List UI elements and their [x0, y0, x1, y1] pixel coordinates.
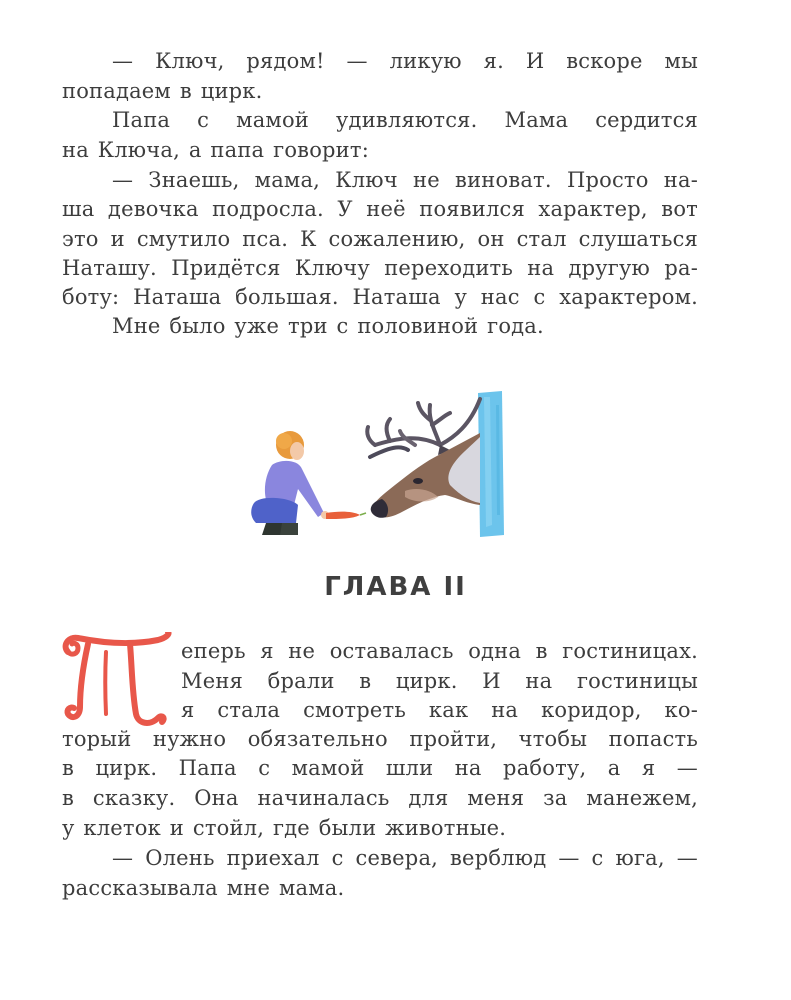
text-line: Наташу. Придётся Ключу переходить на другую ра-	[62, 256, 698, 280]
text-line: это и смутило пса. К сожалению, он стал слушаться	[62, 227, 698, 251]
text-line: в сказку. Она начиналась для меня за манежем,	[62, 786, 698, 810]
text-line: торый нужно обязательно пройти, чтобы попасть	[62, 727, 698, 751]
drop-cap-t-icon	[58, 632, 184, 728]
text-line: на Ключа, а папа говорит:	[62, 138, 369, 162]
illustration-child-and-reindeer	[240, 385, 515, 545]
text-line: — Знаешь, мама, Ключ не виноват. Просто на-	[112, 168, 698, 192]
text-line: Мне было уже три с половиной года.	[112, 314, 544, 338]
text-line: я стала смотреть как на коридор, ко-	[181, 698, 698, 722]
text-line: ша девочка подросла. У неё появился характер, вот	[62, 197, 698, 221]
reindeer-head-icon	[371, 433, 480, 518]
text-line: Папа с мамой удивляются. Мама сердится	[112, 108, 698, 132]
child-figure-icon	[251, 431, 366, 535]
text-line: в цирк. Папа с мамой шли на работу, а я —	[62, 756, 698, 780]
text-line: у клеток и стойл, где были животные.	[62, 816, 507, 840]
text-line: Меня брали в цирк. И на гостиницы	[181, 669, 698, 693]
text-line: еперь я не оставалась одна в гостиницах.	[181, 639, 698, 663]
text-line: попадаем в цирк.	[62, 79, 263, 103]
text-line: рассказывала мне мама.	[62, 876, 345, 900]
blue-post-icon	[478, 391, 504, 537]
chapter-title: ГЛАВА II	[324, 572, 467, 602]
text-line: — Ключ, рядом! — ликую я. И вскоре мы	[112, 49, 698, 73]
text-line: боту: Наташа большая. Наташа у нас с характером.	[62, 285, 698, 309]
text-line: — Олень приехал с севера, верблюд — с юга, —	[112, 846, 698, 870]
illustration-svg	[240, 385, 515, 545]
